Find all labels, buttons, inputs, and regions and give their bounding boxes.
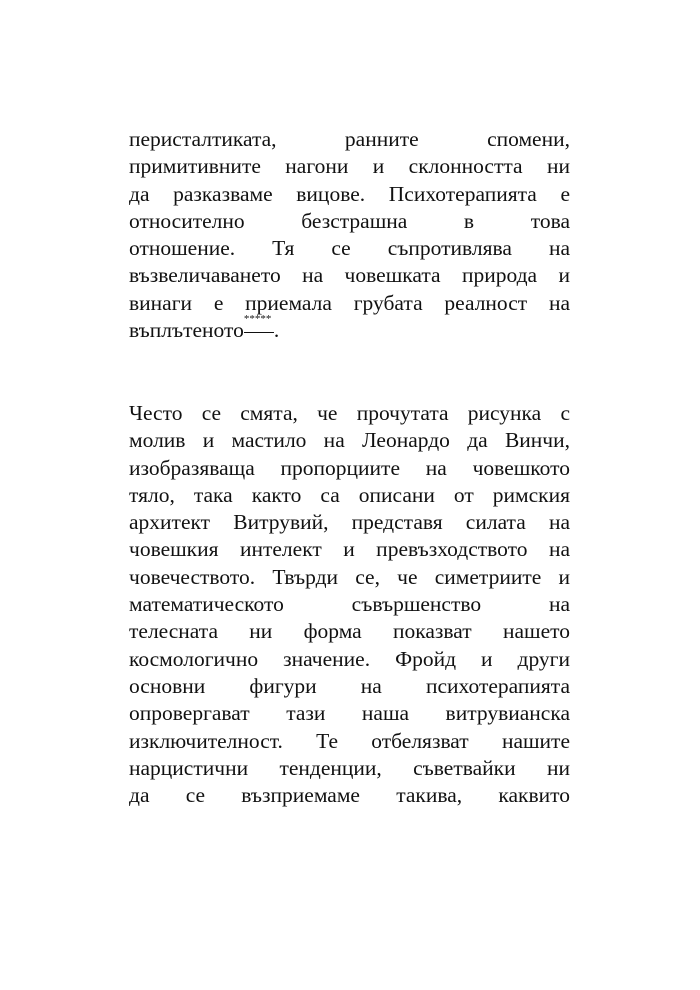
paragraph-1-line: възвеличаването на човешката природа и (129, 263, 570, 288)
paragraph-2-line: да се възприемаме такива, каквито (129, 783, 570, 808)
paragraph-1 (129, 126, 570, 344)
paragraph-2-line: основни фигури на психотерапията (129, 673, 570, 698)
paragraph-1-line: винаги е приемала грубата реалност на (129, 290, 570, 315)
paragraph-2-line: нарцистични тенденции, съветвайки ни (129, 755, 570, 780)
paragraph-1-line: да разказваме вицове. Психотерапията е (129, 181, 570, 206)
paragraph-2-line: изобразяваща пропорциите на човешкото (129, 455, 570, 480)
sentence-end: . (273, 318, 280, 343)
paragraph-2-line: човешкия интелект и превъзходството на (129, 537, 570, 562)
paragraph-2-line: опровергават тази наша витрувианска (129, 701, 570, 726)
paragraph-2-line: молив и мастило на Леонардо да Винчи, (129, 428, 570, 453)
paragraph-2-line: математическото съвършенство на (129, 592, 570, 617)
footnote-reference[interactable] (243, 313, 274, 337)
paragraph-1-line: примитивните нагони и склонността ни (129, 154, 570, 179)
paragraph-1-line: перисталтиката, ранните спомени, (129, 127, 570, 151)
footnote-rule (244, 332, 274, 333)
paragraph-2-line: телесната ни форма показват нашето (129, 619, 570, 644)
paragraph-2-line: човечеството. Твърди се, че симетриите и (129, 564, 570, 589)
paragraph-2-line: изключителност. Те отбелязват нашите (129, 728, 570, 753)
paragraph-2-line: архитект Витрувий, представя силата на (129, 510, 570, 535)
paragraph-1-line: относително безстрашна в това (129, 208, 570, 233)
paragraph-1-last-line (129, 313, 570, 344)
paragraph-1-line: отношение. Тя се съпротивлява на (129, 236, 570, 261)
paragraph-2-line: космологично значение. Фройд и други (129, 646, 570, 671)
paragraph-2 (129, 400, 570, 809)
paragraph-2-line: тяло, така както са описани от римския (129, 482, 570, 507)
footnote-stars: ***** (243, 313, 272, 326)
last-line-text: въплътеното (129, 318, 244, 343)
paragraph-2-line: Често се смята, че прочутата рисунка с (129, 401, 570, 425)
